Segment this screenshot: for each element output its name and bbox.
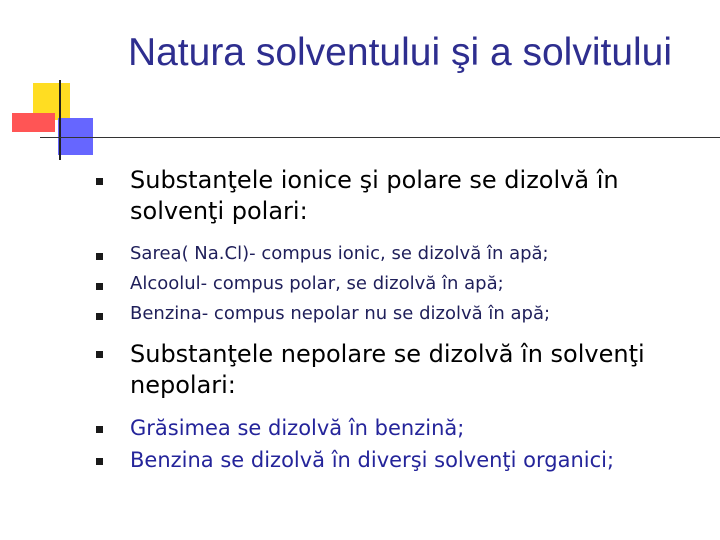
bullet-marker <box>96 313 103 320</box>
bullet-item: Sarea( Na.Cl)- compus ionic, se dizolvă în apă; <box>130 243 549 264</box>
slide-title: Natura solventului şi a solvitului <box>127 31 673 74</box>
bullet-marker <box>96 253 103 260</box>
bullet-marker <box>96 351 103 358</box>
bullet-item: Grăsimea se dizolvă în benzină; <box>130 416 465 440</box>
bullet-item: Substanţele nepolare se dizolvă în solvenţi nepolari: <box>130 340 645 399</box>
bullet-item: Benzina- compus nepolar nu se dizolvă în apă; <box>130 303 551 324</box>
bullet-marker <box>96 458 103 465</box>
bullet-marker <box>96 178 103 185</box>
bullet-item: Benzina se dizolvă în diverşi solvenţi organici; <box>130 448 615 472</box>
bullet-marker <box>96 426 103 433</box>
bullet-marker <box>96 283 103 290</box>
bullet-item: Alcoolul- compus polar, se dizolvă în apă; <box>130 273 504 294</box>
bullet-item: Substanţele ionice şi polare se dizolvă în solvenţi polari: <box>130 166 619 225</box>
